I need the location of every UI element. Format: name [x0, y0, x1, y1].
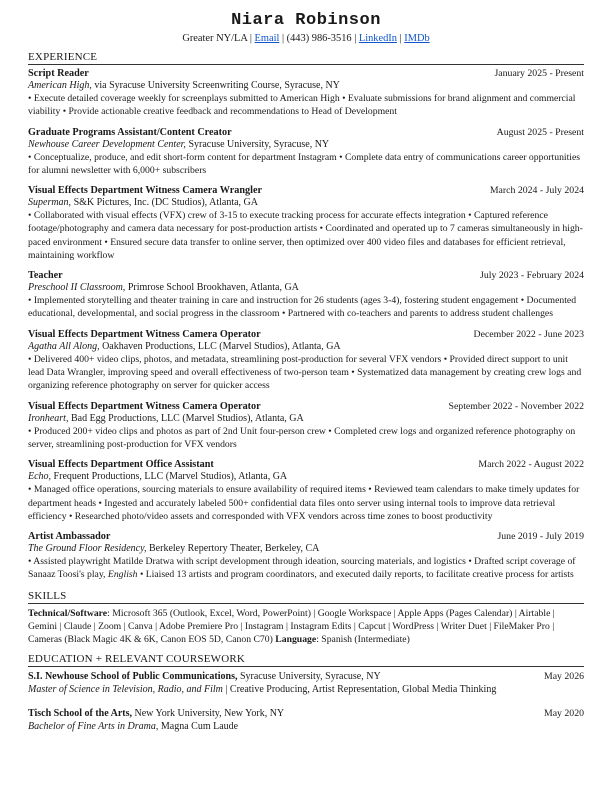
- job-company: Preschool II Classroom, Primrose School Brookhaven, Atlanta, GA: [28, 282, 299, 294]
- job-dates: March 2024 - July 2024: [489, 185, 584, 197]
- job-entry: [28, 401, 584, 451]
- job-title: Visual Effects Department Witness Camera Operator: [28, 400, 261, 412]
- job-bullets: • Execute detailed coverage weekly for screenplays submitted to American High • Evaluate submissions for brand alignment and commercial viability • Provide actionable creative feedback and recommendations to Head of Development: [28, 93, 576, 118]
- job-company: Newhouse Career Development Center, Syracuse University, Syracuse, NY: [28, 138, 330, 150]
- contact-line: [28, 33, 584, 44]
- skills-text: Technical/Software: Microsoft 365 (Outlook, Excel, Word, PowerPoint) | Google Workspace | Apple Apps (Pages Calendar) | Airtable | Gemini | Claude | Zoom | Canva | Adobe Premiere Pro | Instagram | Instagram Edits | Capcut | WordPress | Writer Duet | FileMaker Pro | Cameras (Black Magic 4K & 6K, Canon EOS 5D, Canon C70) Language: Spanish (Intermediate): [28, 607, 555, 646]
- job-bullets: • Conceptualize, produce, and edit short-form content for department Instagram • Complete data entry of communications career opportunities for alumni newsletter with 6,000+ subscribers: [28, 151, 581, 176]
- job-dates: September 2022 - November 2022: [448, 400, 584, 412]
- job-entry: [28, 127, 584, 177]
- job-company: American High, via Syracuse University Screenwriting Course, Syracuse, NY: [28, 80, 340, 91]
- skills-language-label: Language: [275, 634, 317, 646]
- separator: |: [247, 33, 255, 44]
- job-title: Teacher: [28, 270, 63, 282]
- job-company: Echo, Frequent Productions, LLC (Marvel Studios), Atlanta, GA: [28, 471, 288, 483]
- email-link[interactable]: Email: [254, 33, 280, 44]
- job-title: Script Reader: [28, 68, 89, 79]
- degree-line: Bachelor of Fine Arts in Drama, Magna Cum Laude: [28, 721, 239, 733]
- experience-section-title: EXPERIENCE: [28, 51, 584, 65]
- job-company: Superman, S&K Pictures, Inc. (DC Studios), Atlanta, GA: [28, 197, 258, 209]
- job-bullets: • Delivered 400+ video clips, photos, and metadata, streamlining post-production for several VFX vendors • Provided direct support to unit lead Data Wrangler, improving speed and overall effectiveness of two-person team • Systematized data management by creating crew logs and organizing reference photography on server for quicker access: [28, 353, 582, 392]
- job-bullets: • Implemented storytelling and theater training in care and instruction for 26 students (ages 3-4), fostering student engagement • Documented educational, developmental, and social progress in the classroom • Partnered with co-teachers and parents to address student challenges: [28, 295, 577, 320]
- separator: |: [396, 33, 405, 44]
- job-title: Artist Ambassador: [28, 531, 111, 543]
- job-entry: [28, 68, 584, 118]
- job-dates: July 2023 - February 2024: [480, 270, 584, 282]
- job-entry: [28, 185, 584, 261]
- job-entry: [28, 270, 584, 320]
- job-bullets: • Managed office operations, sourcing materials to ensure availability of required items • Reviewed team calendars to make timely updates for department heads • Ingested and accurately labeled 500+ confidential data files onto server using internal tools to improve data retrieval efficiency • Researched photo/video assets and corresponded with VFX vendors across time zones to boost productivity: [28, 484, 580, 522]
- job-company: The Ground Floor Residency, Berkeley Repertory Theater, Berkeley, CA: [28, 543, 320, 555]
- job-company: Agatha All Along, Oakhaven Productions, LLC (Marvel Studios), Atlanta, GA: [28, 340, 341, 352]
- school-line: S.I. Newhouse School of Public Communications, Syracuse University, Syracuse, NY: [28, 671, 381, 683]
- job-dates: March 2022 - August 2022: [478, 459, 584, 471]
- job-title: Visual Effects Department Office Assistant: [28, 459, 214, 471]
- job-dates: June 2019 - July 2019: [497, 531, 584, 543]
- separator: |: [351, 33, 359, 44]
- job-title: Visual Effects Department Witness Camera Operator: [28, 328, 261, 340]
- job-entry: [28, 459, 584, 522]
- section-experience: [28, 51, 584, 581]
- person-name: Niara Robinson: [231, 11, 381, 30]
- degree-line: Master of Science in Television, Radio, and Film | Creative Producing, Artist Representation, Global Media Thinking: [28, 684, 497, 696]
- job-entry: [28, 329, 584, 392]
- job-bullets: • Assisted playwright Matilde Dratwa with script development through ideation, sourcing materials, and logistics • Drafted script coverage of Sanaaz Toosi's play, English • Liaised 13 artists and program coordinators, and executed daily reports, to facilitate creative process for artists: [28, 556, 576, 581]
- job-company: Ironheart, Bad Egg Productions, LLC (Marvel Studios), Atlanta, GA: [28, 412, 304, 424]
- graduation-date: May 2026: [543, 671, 584, 683]
- skills-section-title: SKILLS: [28, 590, 584, 604]
- job-title: Visual Effects Department Witness Camera Wrangler: [28, 185, 262, 197]
- imdb-link[interactable]: IMDb: [404, 33, 430, 44]
- section-skills: [28, 590, 584, 646]
- job-dates: December 2022 - June 2023: [473, 328, 584, 340]
- job-entry: [28, 531, 584, 581]
- separator: |: [279, 33, 287, 44]
- education-section-title: EDUCATION + RELEVANT COURSEWORK: [28, 653, 584, 667]
- education-entry: [28, 707, 584, 733]
- education-entry: [28, 670, 584, 696]
- job-dates: August 2025 - Present: [496, 126, 584, 138]
- skills-technical-label: Technical/Software: [28, 607, 108, 619]
- linkedin-link[interactable]: LinkedIn: [358, 33, 397, 44]
- job-bullets: • Produced 200+ video clips and photos as part of 2nd Unit four-person crew • Completed crew logs and organized reference photography on server, streamlining post-production for VFX vendors: [28, 425, 576, 450]
- graduation-date: May 2020: [543, 708, 584, 720]
- phone-number: (443) 986-3516: [286, 33, 352, 44]
- location-text: Greater NY/LA: [182, 33, 248, 44]
- job-title: Graduate Programs Assistant/Content Creator: [28, 126, 232, 138]
- section-education: [28, 653, 584, 733]
- school-line: Tisch School of the Arts, New York University, New York, NY: [28, 708, 285, 720]
- job-dates: January 2025 - Present: [494, 68, 584, 79]
- job-bullets: • Collaborated with visual effects (VFX) crew of 3-15 to execute tracking process for accurate effects integration • Captured reference footage/photography and camera data necessary for post-production artists • Coordinated and operated up to 7 cameras simultaneously in high-paced environment • Ensured secure data transfer to online server, then optimized over 400 video files and databases for efficient retrieval, maintaining workflow: [28, 210, 583, 261]
